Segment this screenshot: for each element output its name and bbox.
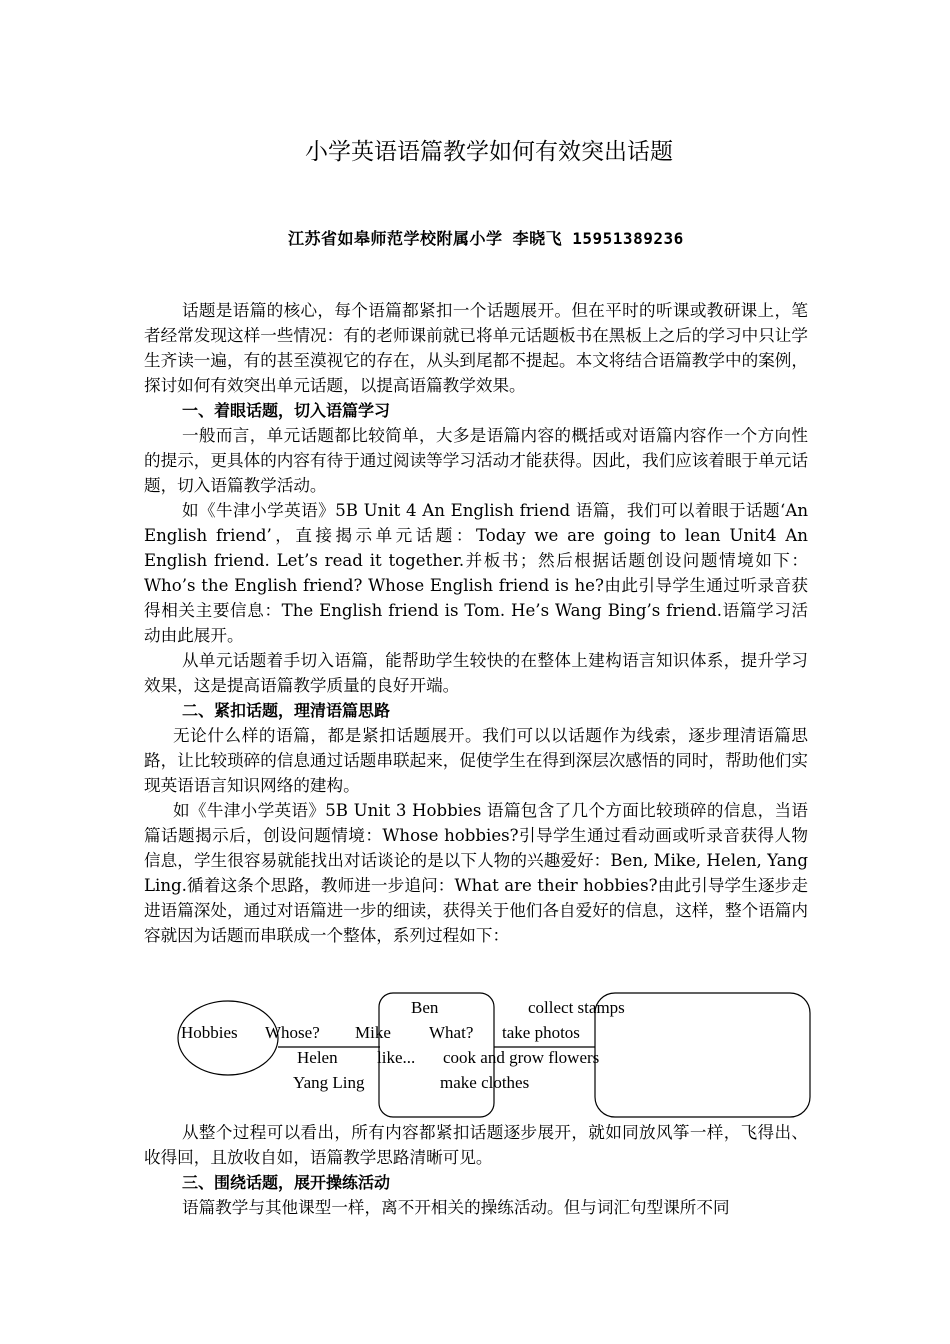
hobby-label: take photos xyxy=(502,1023,580,1042)
section-2-paragraph-2: 如《牛津小学英语》5B Unit 3 Hobbies 语篇包含了几个方面比较琐碎的信息，当语篇话题揭示后，创设问题情境：Whose hobbies?引导学生通过看动画或听录音获得人物信息，学生很容易就能找出对话谈论的是以下人物的兴趣爱好：Ben, Mike, Helen, Yang Ling.循着这条个思路，教师进一步追问：What are their hobbies?由此引导学生逐步走进语篇深处，通过对语篇进一步的细读，获得关于他们各自爱好的信息，这样，整个语篇内容就因为话题而串联成一个整体，系列过程如下： xyxy=(144,801,808,945)
section-2-paragraph-1: 无论什么样的语篇，都是紧扣话题展开。我们可以以话题作为线索，逐步理清语篇思路，让比较琐碎的信息通过话题串联起来，促使学生在得到深层次感悟的同时，帮助他们实现英语语言知识网络的建构。 xyxy=(144,726,808,795)
hobby-label: cook and grow flowers xyxy=(443,1048,600,1067)
question-what: What? xyxy=(429,1023,474,1042)
section-1-paragraph-3: 从单元话题着手切入语篇，能帮助学生较快的在整体上建构语言知识体系，提升学习效果，这是提高语篇教学质量的良好开端。 xyxy=(144,651,808,695)
person-label: Ben xyxy=(411,998,439,1017)
person-label: Mike xyxy=(355,1023,391,1042)
person-label: Yang Ling xyxy=(293,1073,365,1092)
person-label: Helen xyxy=(297,1048,338,1067)
article-body xyxy=(144,298,808,948)
author-line: 江苏省如皋师范学校附属小学 李晓飞 15951389236 xyxy=(288,229,684,248)
hobby-label: collect stamps xyxy=(528,998,625,1017)
after-diagram-paragraph: 从整个过程可以看出，所有内容都紧扣话题逐步展开，就如同放风筝一样，飞得出、收得回，且放收自如，语篇教学思路清晰可见。 xyxy=(144,1123,808,1167)
section-1-paragraph-1: 一般而言，单元话题都比较简单，大多是语篇内容的概括或对语篇内容作一个方向性的提示，更具体的内容有待于通过阅读等学习活动才能获得。因此，我们应该着眼于单元话题，切入语篇教学活动。 xyxy=(144,426,808,495)
section-3-heading: 三、围绕话题，展开操练活动 xyxy=(182,1173,391,1192)
verb-label: like... xyxy=(377,1048,416,1067)
page-title: 小学英语语篇教学如何有效突出话题 xyxy=(305,139,673,165)
topic-label: Hobbies xyxy=(181,1023,238,1042)
intro-paragraph: 话题是语篇的核心，每个语篇都紧扣一个话题展开。但在平时的听课或教研课上，笔者经常发现这样一些情况：有的老师课前就已将单元话题板书在黑板上之后的学习中只让学生齐读一遍，有的甚至漠视它的存在，从头到尾都不提起。本文将结合语篇教学中的案例，探讨如何有效突出单元话题，以提高语篇教学效果。 xyxy=(144,301,808,395)
question-whose: Whose? xyxy=(265,1023,320,1042)
hobbies-diagram xyxy=(170,990,820,1120)
section-3-paragraph-1: 语篇教学与其他课型一样，离不开相关的操练活动。但与词汇句型课所不同 xyxy=(182,1198,730,1217)
article-body-continued xyxy=(144,1120,808,1220)
section-1-heading: 一、着眼话题，切入语篇学习 xyxy=(182,401,391,420)
section-1-paragraph-2: 如《牛津小学英语》5B Unit 4 An English friend 语篇，我们可以着眼于话题‘An English friend’，直接揭示单元话题：Today we are going to lean Unit4 An English friend. Let’s read it together.并板书；然后根据话题创设问题情境如下：Who’s the English friend? Whose English friend is he?由此引导学生通过听录音获得相关主要信息：The English friend is Tom. He’s Wang Bing’s friend.语篇学习活动由此展开。 xyxy=(144,501,808,645)
section-2-heading: 二、紧扣话题，理清语篇思路 xyxy=(182,701,391,720)
hobby-label: make clothes xyxy=(440,1073,530,1092)
hobbies-box xyxy=(595,993,810,1117)
